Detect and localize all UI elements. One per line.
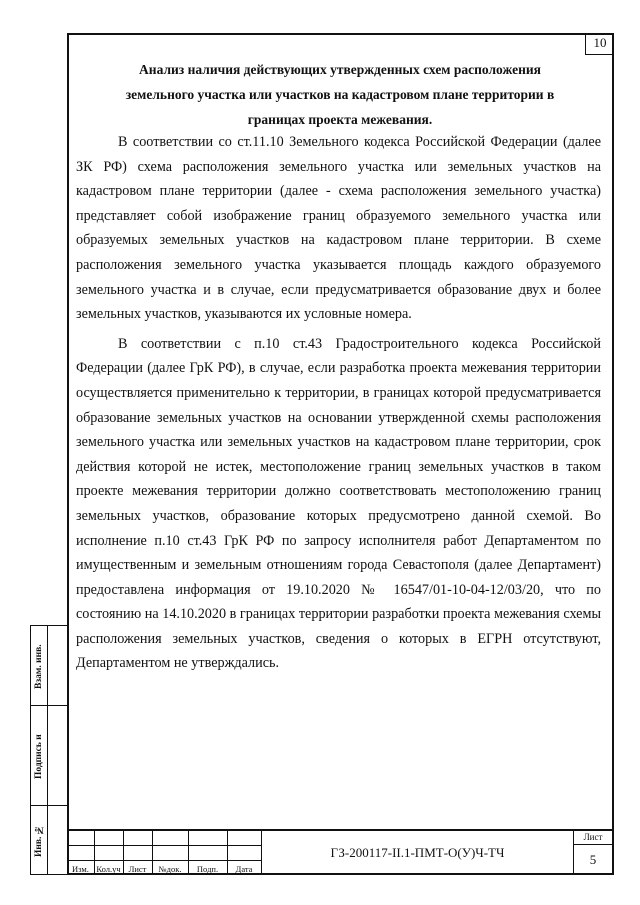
- side-label-vzam-inv: Взам. инв.: [34, 644, 44, 690]
- paragraph-1: В соответствии со ст.11.10 Земельного кодекса Российской Федерации (далее ЗК РФ) схема расположения земельного участка или земельных участков на кадастровом плане территории (далее - схема расположения земельного участка) представляет собой изображение границ образуемого земельного участка или образуемых земельных участков на кадастровом плане территории. В схеме расположения земельного участка указывается площадь каждого образуемого земельного участка и в случае, если предусматривается образование двух и более земельных участков, указываются их условные номера.: [76, 134, 601, 323]
- document-code: ГЗ-200117-II.1-ПМТ-О(У)Ч-ТЧ: [261, 831, 573, 875]
- title-line-1: Анализ наличия действующих утвержденных схем расположения: [139, 62, 541, 77]
- sheet-number: 5: [589, 852, 597, 867]
- hdr-podp: Подп.: [196, 864, 219, 874]
- revision-grid: [67, 831, 261, 875]
- side-label-podpis: Подпись и: [34, 734, 44, 780]
- paragraph-2: В соответствии с п.10 ст.43 Градостроительного кодекса Российской Федерации (далее ГрК РФ), в случае, если разработка проекта межевания территории осуществляется применительно к территории, в границах которой предусматривается образование земельных участков на основании утвержденной схемы расположения земельного участка или земельных участков на кадастровом плане территории, срок действия которой не истек, местоположение границ земельных участков в таком проекте межевания территории должно соответствовать местоположению границ земельных участков, образование которых предусмотрено данной схемой. Во исполнение п.10 ст.43 ГрК РФ по запросу исполнителя работ Департаментом по имущественным и земельным отношениям города Севастополя (далее Департамент) предоставлена информация от 19.10.2020 № 16547/01-10-04-12/03/20, что по состоянию на 14.10.2020 в границах территории разработки проекта межевания схемы расположения земельных участков, сведения о которых в ЕГРН отсутствуют, Департаментом не утверждались.: [76, 335, 601, 672]
- page-number: 10: [585, 33, 614, 55]
- section-title: [70, 57, 610, 132]
- sheet-box: [573, 831, 612, 875]
- title-block: [67, 829, 614, 875]
- body-text: [76, 130, 601, 676]
- title-line-3: границах проекта межевания.: [247, 112, 433, 127]
- hdr-kol-uch: Кол.уч: [96, 864, 121, 874]
- hdr-izm: Изм.: [72, 864, 89, 874]
- hdr-list: Лист: [128, 864, 147, 874]
- side-label-inv-no: Инв. №: [34, 824, 44, 858]
- title-line-2: земельного участка или участков на кадастровом плане территории в: [125, 87, 555, 102]
- hdr-data: Дата: [235, 864, 253, 874]
- side-strip: [30, 625, 67, 875]
- hdr-ndok: №док.: [158, 864, 182, 874]
- sheet-label: Лист: [574, 831, 612, 845]
